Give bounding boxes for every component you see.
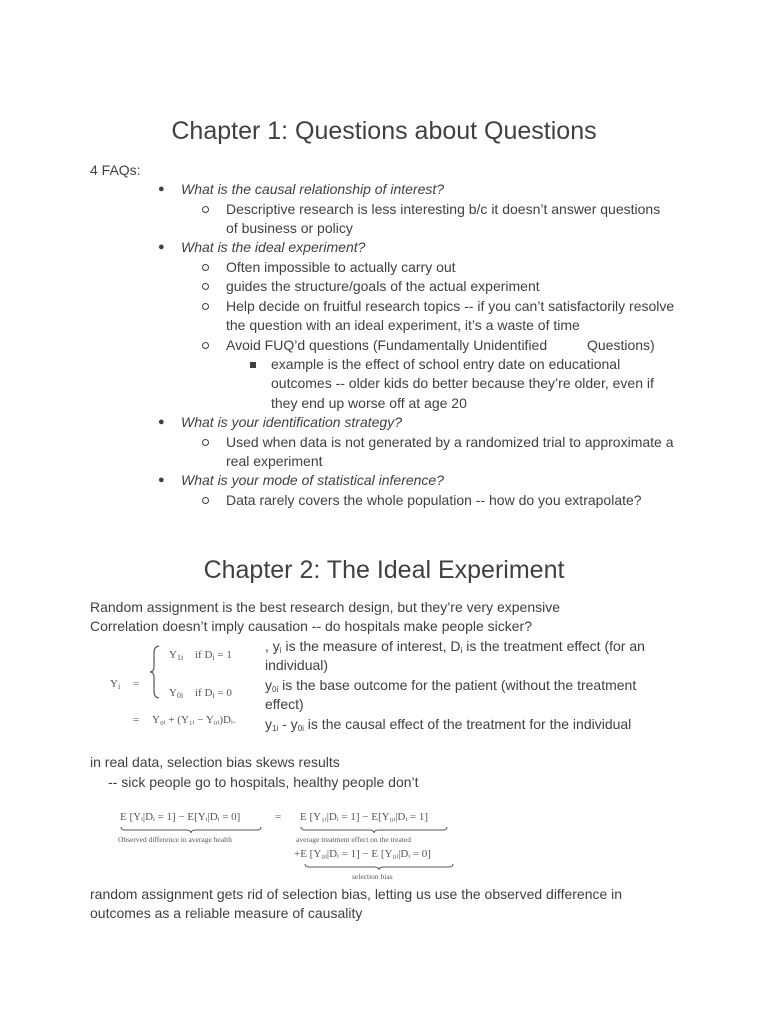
faq-answer: of business or policy <box>226 220 353 236</box>
left-brace-icon <box>148 644 162 700</box>
case-1-condition: if $D_i = 1$ <box>195 649 232 662</box>
circle-bullet-icon <box>202 497 209 504</box>
square-bullet-icon <box>250 362 256 368</box>
faq-subanswer: outcomes -- older kids do better because they’re older, even if <box>271 375 654 391</box>
circle-bullet-icon <box>202 283 209 290</box>
faq-question-4: What is your mode of statistical inference? <box>181 472 445 488</box>
underbrace-icon <box>300 826 448 834</box>
faq-answer: Data rarely covers the whole population -- how do you extrapolate? <box>226 492 642 508</box>
faq-question-2: What is the ideal experiment? <box>181 239 366 255</box>
underbrace-icon <box>304 863 454 871</box>
case-2-value: $Y_{0i}$ <box>169 687 184 700</box>
equation-lhs: $Y_i$ <box>110 678 121 691</box>
faq-answer: the question with an ideal experiment, it’s a waste of time <box>226 317 580 333</box>
circle-bullet-icon <box>202 303 209 310</box>
treatment-effect-term: E [Y₁ᵢ|Dᵢ = 1] − E[Y₀ᵢ|Dᵢ = 1] <box>300 811 428 823</box>
potential-outcomes-equation <box>108 638 260 734</box>
paragraph: Correlation doesn’t imply causation -- do hospitals make people sicker? <box>90 618 532 634</box>
faq-answer: Descriptive research is less interesting b/c it doesn’t answer questions <box>226 201 661 217</box>
case-1-value: $Y_{1i}$ <box>169 649 184 662</box>
faq-answer: real experiment <box>226 453 323 469</box>
faq-question-1: What is the causal relationship of interest? <box>181 181 445 197</box>
treatment-effect-label: average treatment effect on the treated <box>296 835 412 844</box>
faq-answer: guides the structure/goals of the actual experiment <box>226 278 540 294</box>
circle-bullet-icon <box>202 206 209 213</box>
faq-intro: 4 FAQs: <box>90 162 141 178</box>
circle-bullet-icon <box>202 264 209 271</box>
circle-bullet-icon <box>202 439 209 446</box>
selection-bias-term: +E [Y₀ᵢ|Dᵢ = 1] − E [Y₀ᵢ|Dᵢ = 0] <box>294 848 431 860</box>
faq-subanswer: example is the effect of school entry date on educational <box>271 356 621 372</box>
selection-bias-equation <box>116 808 466 884</box>
faq-answer: Avoid FUQ’d questions (Fundamentally Unidentified <box>226 337 548 353</box>
bullet-icon: ● <box>158 241 165 253</box>
selection-bias-label: selection bias <box>352 872 393 881</box>
equation-equals: = <box>275 811 282 823</box>
equation-line-2: Y₀ᵢ + (Y₁ᵢ − Y₀ᵢ)Dᵢ. <box>152 714 236 726</box>
faq-answer: Used when data is not generated by a randomized trial to approximate a <box>226 434 674 450</box>
definition-line: $y_{0i}$ is the base outcome for the patient (without the treatment <box>265 677 637 694</box>
faq-answer: Questions) <box>587 337 655 353</box>
definition-line: , $y_i$ is the measure of interest, $D_i$ is the treatment effect (for an <box>265 638 645 655</box>
paragraph: outcomes as a reliable measure of causality <box>90 905 363 921</box>
case-2-condition: if $D_i = 0$ <box>195 687 232 700</box>
faq-question-3: What is your identification strategy? <box>181 414 402 430</box>
chapter-2-title: Chapter 2: The Ideal Experiment <box>203 556 565 584</box>
paragraph: random assignment gets rid of selection bias, letting us use the observed difference in <box>90 886 623 902</box>
paragraph: Random assignment is the best research design, but they’re very expensive <box>90 599 561 615</box>
equation-equals: = <box>133 678 140 690</box>
faq-subanswer: they end up worse off at age 20 <box>271 395 467 411</box>
observed-difference: E [Yᵢ|Dᵢ = 1] − E[Yᵢ|Dᵢ = 0] <box>120 811 241 823</box>
observed-difference-label: Observed difference in average health <box>118 835 232 844</box>
circle-bullet-icon <box>202 342 209 349</box>
definition-line: individual) <box>265 657 329 673</box>
equation-equals-2: = <box>133 714 140 726</box>
definition-line: $y_{1i} - y_{0i}$ is the causal effect of the treatment for the individual <box>265 716 632 733</box>
underbrace-icon <box>120 826 262 834</box>
bullet-icon: ● <box>158 416 165 428</box>
paragraph: in real data, selection bias skews results <box>90 754 340 770</box>
chapter-1-title: Chapter 1: Questions about Questions <box>171 117 597 145</box>
paragraph: -- sick people go to hospitals, healthy people don’t <box>108 774 419 790</box>
faq-answer: Help decide on fruitful research topics -- if you can’t satisfactorily resolve <box>226 298 675 314</box>
bullet-icon: ● <box>158 474 165 486</box>
bullet-icon: ● <box>158 183 165 195</box>
faq-answer: Often impossible to actually carry out <box>226 259 456 275</box>
definition-line: effect) <box>265 696 304 712</box>
